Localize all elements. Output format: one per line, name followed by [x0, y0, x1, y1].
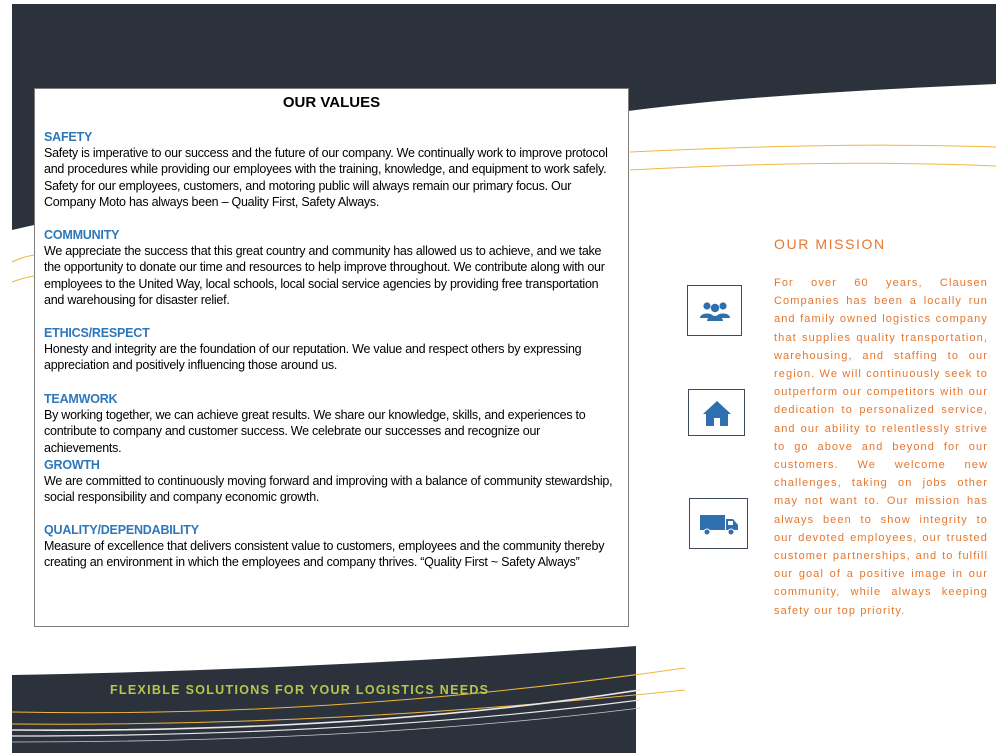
- values-card: [34, 88, 629, 627]
- section-body: By working together, we can achieve great results. We share our knowledge, skills, and experiences to contribute to company and customer success. We celebrate our successes and recognize our achievements.: [44, 408, 586, 455]
- values-section-safety: [44, 129, 619, 211]
- values-section-quality: [44, 522, 619, 571]
- section-heading: COMMUNITY: [44, 228, 120, 242]
- values-section-ethics: [44, 325, 619, 374]
- section-heading: GROWTH: [44, 458, 100, 472]
- section-heading: TEAMWORK: [44, 392, 118, 406]
- section-body: Honesty and integrity are the foundation of our reputation. We value and respect others by expressing appreciation and positively influencing those around us.: [44, 342, 582, 373]
- section-heading: ETHICS/RESPECT: [44, 326, 150, 340]
- section-body: We are committed to continuously moving forward and improving with a balance of community stewardship, social responsibility and company economic growth.: [44, 474, 613, 505]
- truck-icon-box: [689, 498, 748, 549]
- section-body: Measure of excellence that delivers consistent value to customers, employees and the community thereby creating an environment in which the employees and company thrives. “Quality First ~ Safety Always”: [44, 539, 605, 570]
- section-heading: QUALITY/DEPENDABILITY: [44, 523, 199, 537]
- values-section-growth: [44, 457, 619, 506]
- values-title: OUR VALUES: [282, 94, 381, 111]
- tagline: FLEXIBLE SOLUTIONS FOR YOUR LOGISTICS NEEDS: [110, 683, 490, 697]
- bottom-banner: [12, 646, 636, 753]
- mission-title: OUR MISSION: [774, 236, 886, 252]
- truck-icon: [699, 512, 739, 536]
- section-heading: SAFETY: [44, 130, 93, 144]
- values-section-community: [44, 227, 619, 309]
- mission-body: For over 60 years, Clausen Companies has been a locally run and family owned logistics company that supplies quality transportation, warehousing, and staffing to our region. We will continuously seek to outperform our competitors with our dedication to personalized service, and our ability to relentlessly strive to go above and beyond for our customers. We welcome new challenges, taking on jobs other may not want to. Our mission has always been to show integrity to our devoted employees, our trusted customer partnerships, and to fulfill our goal of a positive image in our community, while always keeping safety our top priority.: [774, 277, 988, 617]
- section-body: We appreciate the success that this great country and community has allowed us to achieve, and we take the opportunity to donate our time and resources to help improve throughout. We contribute along with our employees to the United Way, local schools, local social service agencies by providing free transportation and warehousing for disaster relief.: [44, 244, 605, 308]
- section-body: Safety is imperative to our success and the future of our company. We continually work to improve protocol and procedures while providing our employees with the training, knowledge, and equipment to work safely. Safety for our employees, customers, and motoring public will always remain our primary focus. Our Company Moto has always been – Quality First, Safety Always.: [44, 146, 608, 210]
- house-icon: [701, 399, 733, 427]
- people-icon: [698, 300, 732, 322]
- values-section-teamwork: [44, 391, 619, 456]
- people-icon-box: [687, 285, 742, 336]
- house-icon-box: [688, 389, 745, 436]
